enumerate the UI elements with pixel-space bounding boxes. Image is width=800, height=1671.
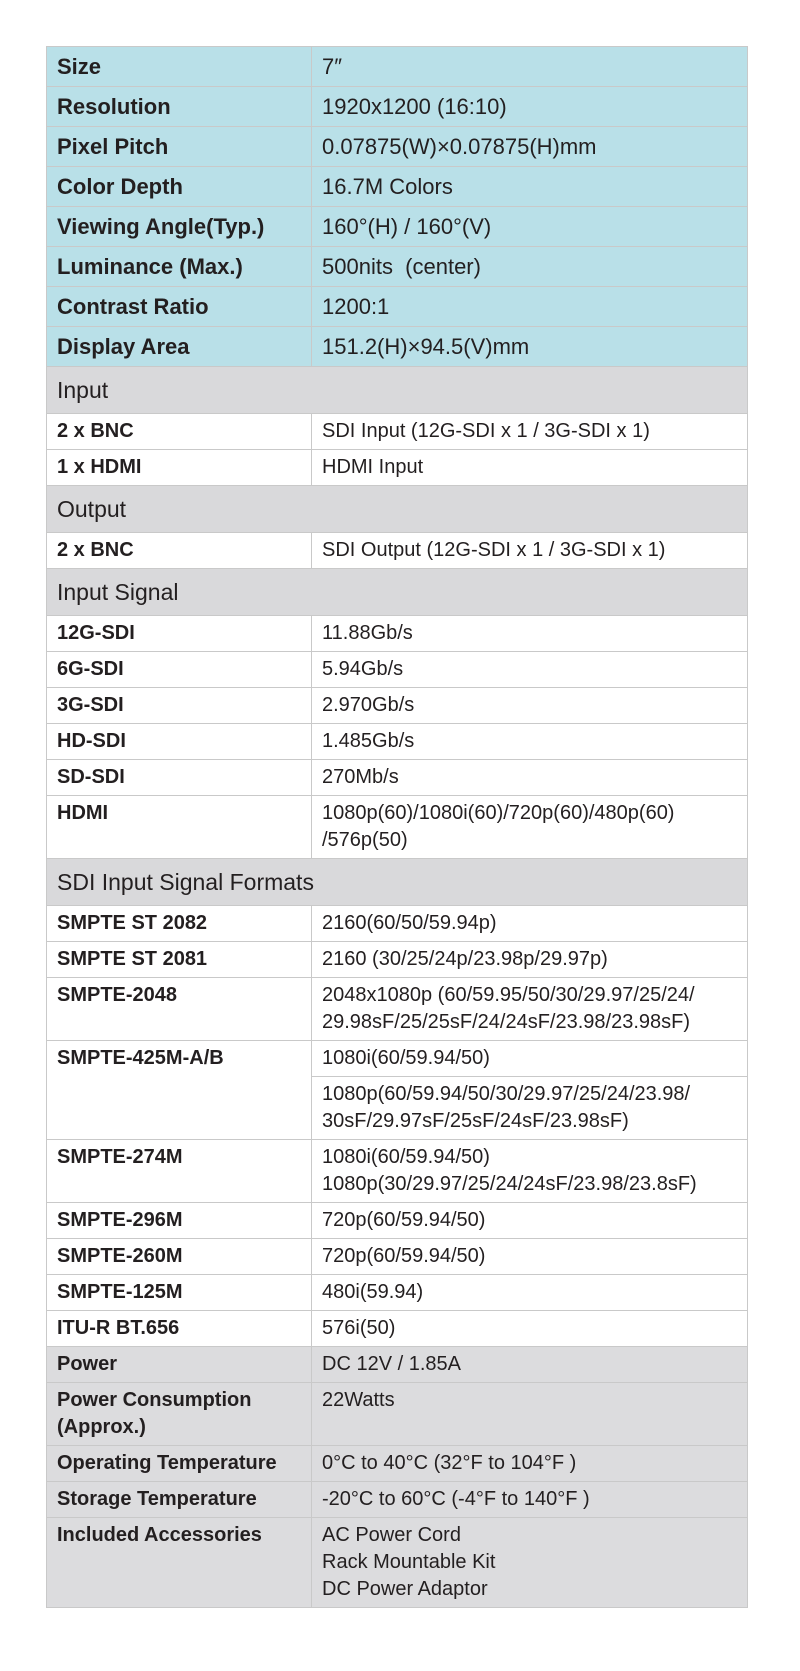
spec-value bbox=[312, 1140, 748, 1203]
spec-label: 1 x HDMI bbox=[47, 450, 312, 486]
spec-row bbox=[47, 1041, 748, 1077]
spec-label: 3G-SDI bbox=[47, 688, 312, 724]
spec-label: ITU-R BT.656 bbox=[47, 1311, 312, 1347]
spec-row-viewing-angle bbox=[47, 207, 748, 247]
spec-value: 1.485Gb/s bbox=[312, 724, 748, 760]
spec-row-pixel-pitch bbox=[47, 127, 748, 167]
spec-value: 16.7M Colors bbox=[312, 167, 748, 207]
spec-value: 720p(60/59.94/50) bbox=[312, 1239, 748, 1275]
spec-value: 7″ bbox=[312, 47, 748, 87]
spec-value: HDMI Input bbox=[312, 450, 748, 486]
spec-row bbox=[47, 652, 748, 688]
spec-row bbox=[47, 533, 748, 569]
spec-value: 2.970Gb/s bbox=[312, 688, 748, 724]
spec-value: 151.2(H)×94.5(V)mm bbox=[312, 327, 748, 367]
spec-label: SMPTE ST 2082 bbox=[47, 906, 312, 942]
spec-label: SMPTE-260M bbox=[47, 1239, 312, 1275]
spec-row bbox=[47, 1203, 748, 1239]
spec-value: 0°C to 40°C (32°F to 104°F ) bbox=[312, 1446, 748, 1482]
spec-row-power-consumption bbox=[47, 1383, 748, 1446]
spec-value-line: 2048x1080p (60/59.95/50/30/29.97/25/24/ bbox=[322, 984, 695, 1006]
spec-row-luminance bbox=[47, 247, 748, 287]
spec-row bbox=[47, 1239, 748, 1275]
spec-value-line: Rack Mountable Kit bbox=[322, 1551, 496, 1573]
spec-label: SMPTE-125M bbox=[47, 1275, 312, 1311]
section-header-output bbox=[47, 486, 748, 533]
spec-label: Included Accessories bbox=[47, 1518, 312, 1608]
spec-label: Storage Temperature bbox=[47, 1482, 312, 1518]
spec-value-line: /576p(50) bbox=[322, 829, 408, 851]
spec-label bbox=[47, 1383, 312, 1446]
spec-value: 1920x1200 (16:10) bbox=[312, 87, 748, 127]
section-title: Input Signal bbox=[47, 569, 748, 616]
section-header-sdi-formats bbox=[47, 859, 748, 906]
spec-label-line: (Approx.) bbox=[57, 1416, 146, 1438]
spec-value: 480i(59.94) bbox=[312, 1275, 748, 1311]
spec-row bbox=[47, 1311, 748, 1347]
spec-label: Color Depth bbox=[47, 167, 312, 207]
spec-label: Contrast Ratio bbox=[47, 287, 312, 327]
spec-row-color-depth bbox=[47, 167, 748, 207]
spec-value: -20°C to 60°C (-4°F to 140°F ) bbox=[312, 1482, 748, 1518]
spec-row bbox=[47, 978, 748, 1041]
spec-value: 576i(50) bbox=[312, 1311, 748, 1347]
spec-label-line: Power Consumption bbox=[57, 1389, 252, 1411]
spec-label: 12G-SDI bbox=[47, 616, 312, 652]
spec-label: HDMI bbox=[47, 796, 312, 859]
spec-value: 2160 (30/25/24p/23.98p/29.97p) bbox=[312, 942, 748, 978]
spec-value: 500nits (center) bbox=[312, 247, 748, 287]
spec-row-size bbox=[47, 47, 748, 87]
spec-label: Viewing Angle(Typ.) bbox=[47, 207, 312, 247]
spec-row bbox=[47, 1140, 748, 1203]
spec-row bbox=[47, 450, 748, 486]
spec-row-contrast-ratio bbox=[47, 287, 748, 327]
spec-label: Power bbox=[47, 1347, 312, 1383]
spec-row bbox=[47, 1275, 748, 1311]
spec-label: Pixel Pitch bbox=[47, 127, 312, 167]
spec-label: HD-SDI bbox=[47, 724, 312, 760]
spec-value-line: 1080p(60)/1080i(60)/720p(60)/480p(60) bbox=[322, 802, 675, 824]
section-header-input bbox=[47, 367, 748, 414]
spec-row-included-accessories bbox=[47, 1518, 748, 1608]
spec-label: Display Area bbox=[47, 327, 312, 367]
spec-row bbox=[47, 616, 748, 652]
spec-value-line: DC Power Adaptor bbox=[322, 1578, 488, 1600]
spec-label: SMPTE-425M-A/B bbox=[47, 1041, 312, 1140]
spec-value: SDI Output (12G-SDI x 1 / 3G-SDI x 1) bbox=[312, 533, 748, 569]
spec-value: 0.07875(W)×0.07875(H)mm bbox=[312, 127, 748, 167]
spec-label: Operating Temperature bbox=[47, 1446, 312, 1482]
spec-value-line: 29.98sF/25/25sF/24/24sF/23.98/23.98sF) bbox=[322, 1011, 690, 1033]
spec-value-line: 1080p(30/29.97/25/24/24sF/23.98/23.8sF) bbox=[322, 1173, 697, 1195]
spec-row bbox=[47, 724, 748, 760]
spec-row-storage-temperature bbox=[47, 1482, 748, 1518]
spec-label: 2 x BNC bbox=[47, 533, 312, 569]
spec-value bbox=[312, 796, 748, 859]
spec-value: 5.94Gb/s bbox=[312, 652, 748, 688]
spec-row bbox=[47, 942, 748, 978]
spec-row bbox=[47, 796, 748, 859]
spec-value: SDI Input (12G-SDI x 1 / 3G-SDI x 1) bbox=[312, 414, 748, 450]
section-title: Output bbox=[47, 486, 748, 533]
spec-row-resolution bbox=[47, 87, 748, 127]
spec-value: DC 12V / 1.85A bbox=[312, 1347, 748, 1383]
spec-sheet bbox=[46, 46, 747, 1608]
spec-table bbox=[46, 46, 748, 1608]
spec-row-power bbox=[47, 1347, 748, 1383]
spec-label: SD-SDI bbox=[47, 760, 312, 796]
spec-value: 1080i(60/59.94/50) bbox=[312, 1041, 748, 1077]
spec-row-operating-temperature bbox=[47, 1446, 748, 1482]
spec-value-line: 1080p(60/59.94/50/30/29.97/25/24/23.98/ bbox=[322, 1083, 691, 1105]
spec-label: Resolution bbox=[47, 87, 312, 127]
spec-label: SMPTE-274M bbox=[47, 1140, 312, 1203]
spec-value: 2160(60/50/59.94p) bbox=[312, 906, 748, 942]
spec-row bbox=[47, 760, 748, 796]
spec-label: 6G-SDI bbox=[47, 652, 312, 688]
spec-row-display-area bbox=[47, 327, 748, 367]
spec-value: 22Watts bbox=[312, 1383, 748, 1446]
spec-value-line: 30sF/29.97sF/25sF/24sF/23.98sF) bbox=[322, 1110, 629, 1132]
spec-row bbox=[47, 414, 748, 450]
spec-value bbox=[312, 1077, 748, 1140]
spec-value bbox=[312, 1518, 748, 1608]
section-title: Input bbox=[47, 367, 748, 414]
spec-label: SMPTE-2048 bbox=[47, 978, 312, 1041]
spec-label: 2 x BNC bbox=[47, 414, 312, 450]
spec-value-line: 1080i(60/59.94/50) bbox=[322, 1146, 490, 1168]
spec-label: Size bbox=[47, 47, 312, 87]
spec-row bbox=[47, 688, 748, 724]
spec-value: 720p(60/59.94/50) bbox=[312, 1203, 748, 1239]
spec-label: Luminance (Max.) bbox=[47, 247, 312, 287]
spec-value: 1200:1 bbox=[312, 287, 748, 327]
spec-label: SMPTE ST 2081 bbox=[47, 942, 312, 978]
spec-label: SMPTE-296M bbox=[47, 1203, 312, 1239]
spec-value-line: AC Power Cord bbox=[322, 1524, 461, 1546]
section-header-input-signal bbox=[47, 569, 748, 616]
spec-value: 160°(H) / 160°(V) bbox=[312, 207, 748, 247]
spec-row bbox=[47, 906, 748, 942]
section-title: SDI Input Signal Formats bbox=[47, 859, 748, 906]
spec-value: 11.88Gb/s bbox=[312, 616, 748, 652]
spec-value bbox=[312, 978, 748, 1041]
spec-value: 270Mb/s bbox=[312, 760, 748, 796]
